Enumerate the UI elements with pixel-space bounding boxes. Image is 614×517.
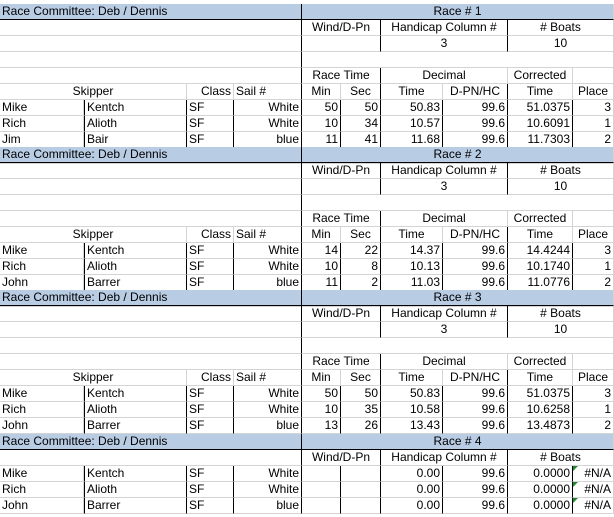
- sail-cell[interactable]: White: [234, 243, 302, 259]
- min-cell[interactable]: 13: [302, 418, 341, 434]
- dpn-hc-cell[interactable]: 99.6: [443, 259, 508, 275]
- decimal-time-cell[interactable]: 10.58: [381, 402, 443, 418]
- skipper-first-name[interactable]: John: [0, 498, 84, 514]
- skipper-first-name[interactable]: Rich: [0, 482, 84, 498]
- dpn-hc-cell[interactable]: 99.6: [443, 498, 508, 514]
- handicap-column-value[interactable]: 3: [381, 36, 508, 52]
- skipper-last-name[interactable]: Kentch: [84, 386, 187, 402]
- decimal-time-cell[interactable]: 11.68: [381, 132, 443, 148]
- sec-header[interactable]: Sec: [341, 84, 381, 100]
- blank-cell[interactable]: [302, 52, 614, 68]
- race-committee-label[interactable]: Race Committee: Deb / Dennis: [0, 434, 302, 450]
- min-header[interactable]: Min: [302, 227, 341, 243]
- sec-cell[interactable]: 26: [341, 418, 381, 434]
- skipper-last-name[interactable]: Alioth: [84, 116, 187, 132]
- min-cell[interactable]: [302, 482, 341, 498]
- sec-cell[interactable]: 34: [341, 116, 381, 132]
- dpn-hc-cell[interactable]: 99.6: [443, 116, 508, 132]
- sail-cell[interactable]: White: [234, 259, 302, 275]
- race-title[interactable]: Race # 1: [302, 4, 614, 20]
- boats-value[interactable]: 10: [508, 36, 614, 52]
- blank-cell[interactable]: [0, 211, 302, 227]
- sec-header[interactable]: Sec: [341, 227, 381, 243]
- class-cell[interactable]: SF: [187, 100, 234, 116]
- wind-dpn-value[interactable]: [302, 322, 381, 338]
- class-cell[interactable]: SF: [187, 418, 234, 434]
- sail-cell[interactable]: blue: [234, 418, 302, 434]
- skipper-first-name[interactable]: Rich: [0, 402, 84, 418]
- blank-cell[interactable]: [0, 68, 302, 84]
- place-cell[interactable]: 1: [573, 402, 614, 418]
- place-header[interactable]: Place: [573, 370, 614, 386]
- decimal-time-header[interactable]: Time: [381, 370, 443, 386]
- skipper-first-name[interactable]: John: [0, 418, 84, 434]
- place-cell[interactable]: 2: [573, 132, 614, 148]
- min-cell[interactable]: [302, 466, 341, 482]
- sail-header[interactable]: Sail #: [234, 370, 302, 386]
- place-cell[interactable]: 1: [573, 116, 614, 132]
- blank-cell[interactable]: [0, 306, 302, 322]
- race-time-header[interactable]: Race Time: [302, 68, 381, 84]
- sec-cell[interactable]: [341, 482, 381, 498]
- dpn-hc-cell[interactable]: 99.6: [443, 100, 508, 116]
- wind-dpn-value[interactable]: [302, 179, 381, 195]
- blank-cell[interactable]: [0, 52, 302, 68]
- sail-cell[interactable]: blue: [234, 132, 302, 148]
- error-indicator-icon: [573, 466, 578, 471]
- min-cell[interactable]: 11: [302, 275, 341, 291]
- sail-cell[interactable]: White: [234, 402, 302, 418]
- corrected-time-cell[interactable]: 51.0375: [508, 386, 573, 402]
- handicap-column-label[interactable]: Handicap Column #: [381, 163, 508, 179]
- class-cell[interactable]: SF: [187, 466, 234, 482]
- blank-cell[interactable]: [573, 354, 614, 370]
- class-cell[interactable]: SF: [187, 132, 234, 148]
- skipper-header[interactable]: Skipper: [0, 370, 187, 386]
- min-cell[interactable]: 10: [302, 259, 341, 275]
- wind-dpn-label[interactable]: Wind/D-Pn: [302, 450, 381, 466]
- sec-cell[interactable]: 22: [341, 243, 381, 259]
- error-indicator-icon: [573, 498, 578, 503]
- race-title[interactable]: Race # 4: [302, 434, 614, 450]
- sec-cell[interactable]: 35: [341, 402, 381, 418]
- blank-cell[interactable]: [0, 338, 302, 354]
- min-cell[interactable]: 11: [302, 132, 341, 148]
- blank-cell[interactable]: [302, 195, 614, 211]
- skipper-first-name[interactable]: Rich: [0, 259, 84, 275]
- skipper-first-name[interactable]: Rich: [0, 116, 84, 132]
- place-cell[interactable]: #N/A: [573, 466, 614, 482]
- place-cell[interactable]: 2: [573, 418, 614, 434]
- handicap-column-label[interactable]: Handicap Column #: [381, 20, 508, 36]
- error-indicator-icon: [573, 482, 578, 487]
- blank-cell[interactable]: [0, 163, 302, 179]
- decimal-time-cell[interactable]: 0.00: [381, 482, 443, 498]
- skipper-first-name[interactable]: Mike: [0, 100, 84, 116]
- decimal-header[interactable]: Decimal: [381, 354, 508, 370]
- corrected-time-cell[interactable]: 0.0000: [508, 498, 573, 514]
- wind-dpn-label[interactable]: Wind/D-Pn: [302, 306, 381, 322]
- race-time-header[interactable]: Race Time: [302, 354, 381, 370]
- skipper-last-name[interactable]: Kentch: [84, 243, 187, 259]
- sail-cell[interactable]: White: [234, 100, 302, 116]
- sec-cell[interactable]: [341, 498, 381, 514]
- dpn-hc-cell[interactable]: 99.6: [443, 132, 508, 148]
- handicap-column-label[interactable]: Handicap Column #: [381, 306, 508, 322]
- corrected-time-header[interactable]: Time: [508, 370, 573, 386]
- min-cell[interactable]: 50: [302, 386, 341, 402]
- skipper-first-name[interactable]: John: [0, 275, 84, 291]
- decimal-time-cell[interactable]: 13.43: [381, 418, 443, 434]
- decimal-time-cell[interactable]: 10.13: [381, 259, 443, 275]
- wind-dpn-label[interactable]: Wind/D-Pn: [302, 163, 381, 179]
- decimal-time-cell[interactable]: 50.83: [381, 386, 443, 402]
- boats-label[interactable]: # Boats: [508, 163, 614, 179]
- blank-cell[interactable]: [0, 20, 302, 36]
- class-cell[interactable]: SF: [187, 386, 234, 402]
- place-cell[interactable]: 3: [573, 100, 614, 116]
- skipper-last-name[interactable]: Kentch: [84, 466, 187, 482]
- skipper-last-name[interactable]: Barrer: [84, 498, 187, 514]
- corrected-time-cell[interactable]: 51.0375: [508, 100, 573, 116]
- sec-cell[interactable]: 8: [341, 259, 381, 275]
- blank-cell[interactable]: [0, 354, 302, 370]
- blank-cell[interactable]: [573, 68, 614, 84]
- class-cell[interactable]: SF: [187, 116, 234, 132]
- decimal-time-cell[interactable]: 0.00: [381, 466, 443, 482]
- handicap-column-value[interactable]: 3: [381, 179, 508, 195]
- decimal-time-cell[interactable]: 50.83: [381, 100, 443, 116]
- dpn-hc-header[interactable]: D-PN/HC: [443, 227, 508, 243]
- sec-cell[interactable]: 41: [341, 132, 381, 148]
- dpn-hc-cell[interactable]: 99.6: [443, 466, 508, 482]
- place-cell[interactable]: 3: [573, 386, 614, 402]
- dpn-hc-cell[interactable]: 99.6: [443, 386, 508, 402]
- corrected-time-cell[interactable]: 11.0776: [508, 275, 573, 291]
- decimal-header[interactable]: Decimal: [381, 68, 508, 84]
- race-committee-label[interactable]: Race Committee: Deb / Dennis: [0, 290, 302, 306]
- place-cell[interactable]: #N/A: [573, 498, 614, 514]
- race-title[interactable]: Race # 3: [302, 290, 614, 306]
- class-header[interactable]: Class: [187, 227, 234, 243]
- min-header[interactable]: Min: [302, 84, 341, 100]
- sail-cell[interactable]: blue: [234, 498, 302, 514]
- blank-cell[interactable]: [302, 338, 614, 354]
- decimal-time-cell[interactable]: 10.57: [381, 116, 443, 132]
- place-cell[interactable]: 2: [573, 275, 614, 291]
- dpn-hc-cell[interactable]: 99.6: [443, 243, 508, 259]
- corrected-time-cell[interactable]: 10.6258: [508, 402, 573, 418]
- sail-cell[interactable]: blue: [234, 275, 302, 291]
- class-cell[interactable]: SF: [187, 275, 234, 291]
- place-cell[interactable]: #N/A: [573, 482, 614, 498]
- skipper-first-name[interactable]: Mike: [0, 466, 84, 482]
- skipper-last-name[interactable]: Barrer: [84, 275, 187, 291]
- corrected-time-cell[interactable]: 10.1740: [508, 259, 573, 275]
- decimal-time-cell[interactable]: 11.03: [381, 275, 443, 291]
- race-committee-label[interactable]: Race Committee: Deb / Dennis: [0, 4, 302, 20]
- race-title[interactable]: Race # 2: [302, 147, 614, 163]
- corrected-time-cell[interactable]: 11.7303: [508, 132, 573, 148]
- dpn-hc-cell[interactable]: 99.6: [443, 275, 508, 291]
- sec-cell[interactable]: 2: [341, 275, 381, 291]
- boats-label[interactable]: # Boats: [508, 306, 614, 322]
- corrected-time-cell[interactable]: 0.0000: [508, 466, 573, 482]
- sail-header[interactable]: Sail #: [234, 227, 302, 243]
- blank-cell[interactable]: [0, 36, 302, 52]
- min-cell[interactable]: 10: [302, 402, 341, 418]
- boats-value[interactable]: 10: [508, 179, 614, 195]
- blank-cell[interactable]: [0, 179, 302, 195]
- boats-label[interactable]: # Boats: [508, 20, 614, 36]
- decimal-time-cell[interactable]: 14.37: [381, 243, 443, 259]
- skipper-first-name[interactable]: Mike: [0, 243, 84, 259]
- decimal-header[interactable]: Decimal: [381, 211, 508, 227]
- min-cell[interactable]: 10: [302, 116, 341, 132]
- blank-cell[interactable]: [0, 322, 302, 338]
- min-cell[interactable]: 50: [302, 100, 341, 116]
- dpn-hc-cell[interactable]: 99.6: [443, 418, 508, 434]
- place-cell[interactable]: 1: [573, 259, 614, 275]
- sail-cell[interactable]: White: [234, 116, 302, 132]
- corrected-time-cell[interactable]: 13.4873: [508, 418, 573, 434]
- dpn-hc-cell[interactable]: 99.6: [443, 402, 508, 418]
- min-cell[interactable]: [302, 498, 341, 514]
- class-cell[interactable]: SF: [187, 482, 234, 498]
- skipper-last-name[interactable]: Alioth: [84, 259, 187, 275]
- boats-value[interactable]: 10: [508, 322, 614, 338]
- dpn-hc-header[interactable]: D-PN/HC: [443, 84, 508, 100]
- corrected-time-cell[interactable]: 14.4244: [508, 243, 573, 259]
- min-cell[interactable]: 14: [302, 243, 341, 259]
- place-cell[interactable]: 3: [573, 243, 614, 259]
- skipper-last-name[interactable]: Alioth: [84, 482, 187, 498]
- sail-cell[interactable]: White: [234, 482, 302, 498]
- class-cell[interactable]: SF: [187, 498, 234, 514]
- place-header[interactable]: Place: [573, 227, 614, 243]
- handicap-column-label[interactable]: Handicap Column #: [381, 450, 508, 466]
- class-cell[interactable]: SF: [187, 243, 234, 259]
- skipper-last-name[interactable]: Alioth: [84, 402, 187, 418]
- place-header[interactable]: Place: [573, 84, 614, 100]
- wind-dpn-label[interactable]: Wind/D-Pn: [302, 20, 381, 36]
- corrected-time-cell[interactable]: 10.6091: [508, 116, 573, 132]
- decimal-time-header[interactable]: Time: [381, 84, 443, 100]
- sec-cell[interactable]: 50: [341, 386, 381, 402]
- blank-cell[interactable]: [0, 450, 302, 466]
- skipper-last-name[interactable]: Barrer: [84, 418, 187, 434]
- corrected-time-cell[interactable]: 0.0000: [508, 482, 573, 498]
- wind-dpn-value[interactable]: [302, 36, 381, 52]
- skipper-last-name[interactable]: Kentch: [84, 100, 187, 116]
- dpn-hc-header[interactable]: D-PN/HC: [443, 370, 508, 386]
- sail-cell[interactable]: White: [234, 386, 302, 402]
- class-header[interactable]: Class: [187, 84, 234, 100]
- corrected-header[interactable]: Corrected: [508, 68, 573, 84]
- skipper-last-name[interactable]: Bair: [84, 132, 187, 148]
- sec-cell[interactable]: [341, 466, 381, 482]
- decimal-time-header[interactable]: Time: [381, 227, 443, 243]
- sail-cell[interactable]: White: [234, 466, 302, 482]
- sec-header[interactable]: Sec: [341, 370, 381, 386]
- skipper-first-name[interactable]: Mike: [0, 386, 84, 402]
- corrected-header[interactable]: Corrected: [508, 211, 573, 227]
- dpn-hc-cell[interactable]: 99.6: [443, 482, 508, 498]
- min-header[interactable]: Min: [302, 370, 341, 386]
- blank-cell[interactable]: [0, 195, 302, 211]
- blank-cell[interactable]: [573, 211, 614, 227]
- handicap-column-value[interactable]: 3: [381, 322, 508, 338]
- corrected-header[interactable]: Corrected: [508, 354, 573, 370]
- class-cell[interactable]: SF: [187, 402, 234, 418]
- corrected-time-header[interactable]: Time: [508, 227, 573, 243]
- skipper-header[interactable]: Skipper: [0, 227, 187, 243]
- class-header[interactable]: Class: [187, 370, 234, 386]
- corrected-time-header[interactable]: Time: [508, 84, 573, 100]
- sec-cell[interactable]: 50: [341, 100, 381, 116]
- skipper-first-name[interactable]: Jim: [0, 132, 84, 148]
- boats-label[interactable]: # Boats: [508, 450, 614, 466]
- race-time-header[interactable]: Race Time: [302, 211, 381, 227]
- skipper-header[interactable]: Skipper: [0, 84, 187, 100]
- sail-header[interactable]: Sail #: [234, 84, 302, 100]
- class-cell[interactable]: SF: [187, 259, 234, 275]
- race-committee-label[interactable]: Race Committee: Deb / Dennis: [0, 147, 302, 163]
- decimal-time-cell[interactable]: 0.00: [381, 498, 443, 514]
